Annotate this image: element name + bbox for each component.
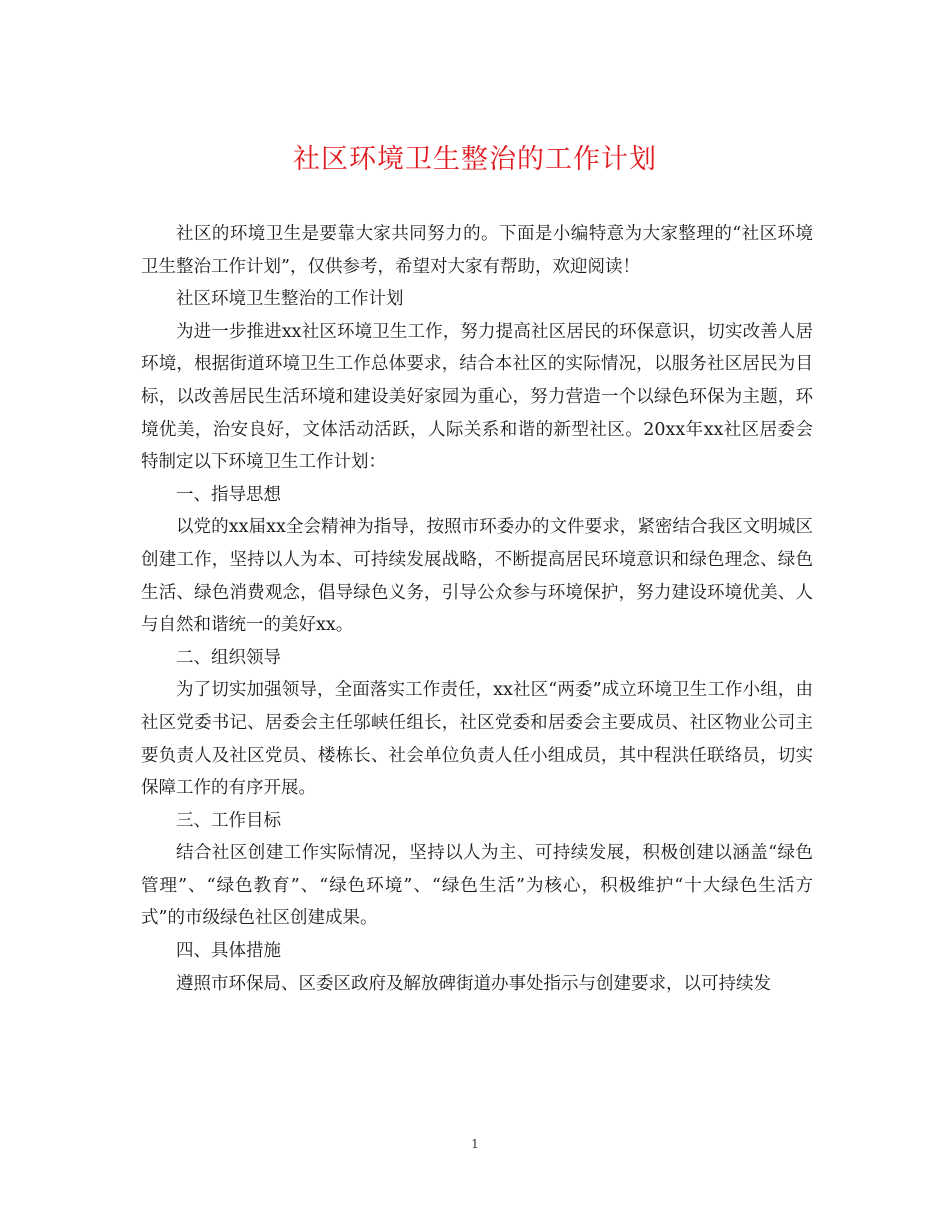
paragraph-overview: 为进一步推进xx社区环境卫生工作，努力提高社区居民的环保意识，切实改善人居环境，根据街道环境卫生工作总体要求，结合本社区的实际情况，以服务社区居民为目标，以改善居民生活环境和建设美好家园为重心，努力营造一个以绿色环保为主题，环境优美，治安良好，文体活动活跃，人际关系和谐的新型社区。20xx年xx社区居委会特制定以下环境卫生工作计划：	[141, 321, 813, 473]
section-heading-organization: 二、组织领导	[176, 647, 281, 668]
document-body	[141, 218, 813, 1000]
section-heading-measures: 四、具体措施	[176, 941, 281, 962]
section-heading-work-goals: 三、工作目标	[176, 810, 281, 831]
page-number: 1	[471, 1137, 479, 1151]
paragraph-organization: 为了切实加强领导，全面落实工作责任，xx社区“两委”成立环境卫生工作小组，由社区党委书记、居委会主任邬峡任组长，社区党委和居委会主要成员、社区物业公司主要负责人及社区党员、楼栋长、社会单位负责人任小组成员，其中程洪任联络员，切实保障工作的有序开展。	[141, 680, 813, 799]
paragraph-guiding-ideology: 以党的xx届xx全会精神为指导，按照市环委办的文件要求，紧密结合我区文明城区创建工作，坚持以人为本、可持续发展战略，不断提高居民环境意识和绿色理念、绿色生活、绿色消费观念，倡导绿色义务，引导公众参与环境保护，努力建设环境优美、人与自然和谐统一的美好xx。	[141, 517, 813, 636]
section-heading-guiding-ideology: 一、指导思想	[176, 484, 281, 505]
paragraph-subtitle: 社区环境卫生整治的工作计划	[176, 289, 404, 310]
paragraph-work-goals: 结合社区创建工作实际情况，坚持以人为主、可持续发展，积极创建以涵盖“绿色管理”、“绿色教育”、“绿色环境”、“绿色生活”为核心，积极维护“十大绿色生活方式”的市级绿色社区创建成果。	[141, 843, 813, 929]
paragraph-intro: 社区的环境卫生是要靠大家共同努力的。下面是小编特意为大家整理的“社区环境卫生整治工作计划”，仅供参考，希望对大家有帮助，欢迎阅读！	[141, 224, 813, 277]
paragraph-measures: 遵照市环保局、区委区政府及解放碑街道办事处指示与创建要求，以可持续发	[176, 973, 771, 994]
document-title: 社区环境卫生整治的工作计划	[293, 144, 657, 175]
